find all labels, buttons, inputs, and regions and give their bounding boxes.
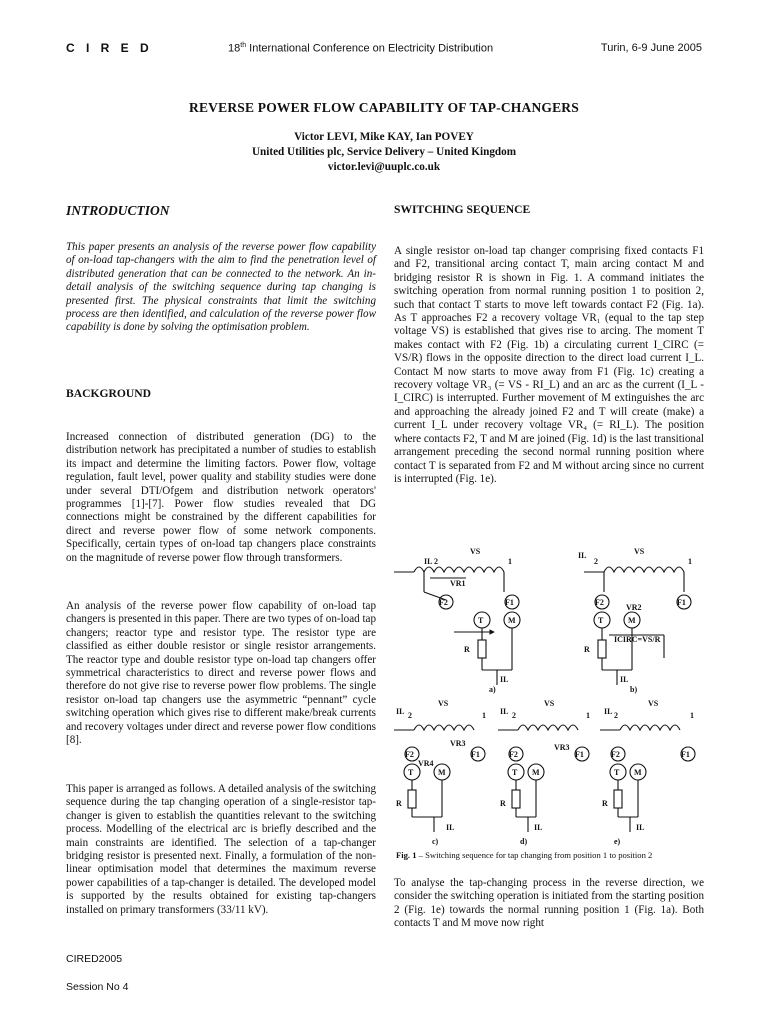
label-vs-a: VS [470,547,481,556]
switching-sequence-figure [394,540,706,862]
label-e: e) [614,837,621,846]
label-2-e: 2 [614,711,618,720]
label-r-e: R [602,799,608,808]
label-icirc: ICIRC=VS/R [614,635,661,644]
label-2-c: 2 [408,711,412,720]
figure-caption [396,850,652,860]
label-d: d) [520,837,528,846]
switching-p2 [394,877,704,931]
label-il-d: IL [500,707,509,716]
label-r-a: R [464,645,470,654]
label-il-b: IL [578,551,587,560]
label-il-b-bottom: IL [620,675,629,684]
label-1-b: 1 [688,557,692,566]
label-vr2: VR2 [626,603,642,612]
label-vr5-d: VR3 [554,743,570,752]
affiliation: United Utilities plc, Service Delivery – United Kingdom [251,146,517,158]
label-r-c: R [396,799,402,808]
label-f1-e: F1 [681,750,690,759]
label-f1-a: F1 [505,598,514,607]
label-f2-a: F2 [439,598,448,607]
panel-e [600,725,695,832]
intro-heading: INTRODUCTION [66,203,170,218]
background-p2 [66,600,376,747]
abstract-paragraph: This paper presents an analysis of the reverse power flow capability of on-load tap-changers with the aim to find the penetration level of distributed generation that can be connected to the network. An in-detail analysis of the switching sequence during tap changing is presented first. The physical constraints that limit the switching process are then identified, and calculation of the reverse power flow capability is done by solving the optimisation problem. [66,241,376,334]
switching-paragraph-1: A single resistor on-load tap changer comprising fixed contacts F1 and F2, transitional arcing contact T, main arcing contact M and bridging resistor R is shown in Fig. 1. A command initiates the switching operation from normal running position 1 to position 2, such that contact T starts to move left towards contact F2 (Fig. 1a). As T approaches F2 a recovery voltage VR₁ (equal to the tap step voltage VS) is established that gives rise to arcing. The moment T makes contact with F2 (Fig. 1b) a circulating current I_CIRC (= VS/R) flows in the opposite direction to the direct load current I_L. Contact M now starts to move away from F1 (Fig. 1c) creating a recovery voltage VR₃ (= VS - RI_L) and an arc as the current (I_L - I_CIRC) is interrupted. Further movement of M extinguishes the arc and approaching the already joined F2 and T will create (make) a current I_L under recovery voltage VR₄ (= RI_L). The position where contacts F2, T and M are joined (Fig. 1d) is the last transitional arrangement preceding the second normal running position where contact T is separated from F2 and M without arcing since no current is interrupted (Fig. 1e). [394,245,704,485]
caption-label: Fig. 1 [396,850,417,860]
label-m-a: M [508,616,516,625]
background-paragraph-3: This paper is arranged as follows. A detailed analysis of the switching sequence during the tap changing operation of a single-resistor tap-changer is given to establish the quantities relevant to the switching process. Modelling of the electrical arc is briefly described and the main constraints are identified. The selection of a tap-changer bridging resistor is presented next. Finally, a formulation of the non-linear optimisation model that determines the maximum reverse power capabilities of a tap-changer is detailed. The developed model is supported by the results obtained for existing tap-changers installed on primary transformers (33/11 kV). [66,783,376,916]
label-il-a-bottom: IL [500,675,509,684]
label-2-d: 2 [512,711,516,720]
switching-paragraph-2: To analyse the tap-changing process in the reverse direction, we consider the switching operation is initiated from the starting position 2 (Fig. 1e) towards the normal running position 1 (Fig. 1a). Both contacts T and M move now right [394,877,704,930]
background-paragraph-2: An analysis of the reverse power flow capability of on-load tap changers is presented in this paper. There are two types of on-load tap changers; reactor type and resistor type. The resistor type are classified as either double resistor or single resistor arrangements. The reactor type and double resistor type on-load tap changers offer symmetrical characteristics to direct and reverse power flows and therefore do not give rise to reverse power flow problems. The single resistor on-load tap changers use the asymmetric “pennant” cycle switching operation which gives rise to different make/break currents and recovery voltages under direct and reverse power flow conditions [8]. [66,600,377,747]
switching-heading: SWITCHING SEQUENCE [394,203,531,216]
label-vr4-c: VR4 [418,759,434,768]
label-r-b: R [584,645,590,654]
label-1-a: 1 [508,557,512,566]
email: victor.levi@uuplc.co.uk [327,161,441,173]
label-m-c: M [438,768,446,777]
label-vr3-c: VR3 [450,739,466,748]
label-2-b: 2 [594,557,598,566]
label-f1-d: F1 [575,750,584,759]
label-m-b: M [628,616,636,625]
panel-c [394,725,485,832]
label-vs-d: VS [544,699,555,708]
author-block [0,130,768,175]
conf-ordinal: th [240,42,247,49]
label-1-c: 1 [482,711,486,720]
label-m-e: M [634,768,642,777]
label-2-a: 2 [434,557,438,566]
label-il-e: IL [604,707,613,716]
header-place-date: Turin, 6-9 June 2005 [600,42,702,54]
label-il-d-bottom: IL [534,823,543,832]
label-il-c-bottom: IL [446,823,455,832]
label-f2-d: F2 [509,750,518,759]
label-f2-b: F2 [595,598,604,607]
label-f2-e: F2 [611,750,620,759]
label-t-e: T [614,768,620,777]
label-r-d: R [500,799,506,808]
label-f1-c: F1 [471,750,480,759]
label-t-b: T [598,616,604,625]
label-vs-e: VS [648,699,659,708]
label-il-c: IL [396,707,405,716]
label-1-e: 1 [690,711,694,720]
conf-number: 18 [228,42,241,55]
label-vs-b: VS [634,547,645,556]
background-heading: BACKGROUND [66,387,152,400]
footer-conference: CIRED2005 [66,953,123,965]
label-t-a: T [478,616,484,625]
label-vr1: VR1 [450,579,466,588]
background-p3 [66,783,376,917]
footer-session: Session No 4 [66,981,129,993]
switching-p1 [394,245,704,486]
label-t-c: T [408,768,414,777]
label-f2-c: F2 [405,750,414,759]
authors: Victor LEVI, Mike KAY, Ian POVEY [294,131,474,143]
label-il-a: IL [424,557,433,566]
panel-d [498,725,589,832]
background-p1 [66,431,376,565]
panel-b [584,567,691,685]
label-1-d: 1 [586,711,590,720]
label-a: a) [489,685,496,694]
label-f1-b: F1 [677,598,686,607]
label-c: c) [432,837,439,846]
label-vs-c: VS [438,699,449,708]
paper-title: REVERSE POWER FLOW CAPABILITY OF TAP-CHANGERS [189,100,579,115]
label-t-d: T [512,768,518,777]
background-paragraph-1: Increased connection of distributed generation (DG) to the distribution network has precipitated a number of studies to establish its impact and determine the limiting factors. Power flow, voltage regulation, fault level, power quality and stability studies were done under several DTI/Ofgem and distribution network operators' programmes [1]-[7]. Power flow studies revealed that DG connections might be constrained by the different capabilities for direct and reverse power flow of some network components. Specifically, certain types of on-load tap changers place constraints on the magnitude of reverse power flow through transformers. [66,431,376,564]
conf-name: International Conference on Electricity Distribution [246,42,494,55]
caption-text: – Switching sequence for tap changing from position 1 to position 2 [416,850,653,860]
abstract-text [66,241,376,335]
header-org: C I R E D [66,41,153,55]
label-il-e-bottom: IL [636,823,645,832]
label-b: b) [630,685,638,694]
header-conference [228,42,493,55]
label-m-d: M [532,768,540,777]
page-header [66,40,702,58]
